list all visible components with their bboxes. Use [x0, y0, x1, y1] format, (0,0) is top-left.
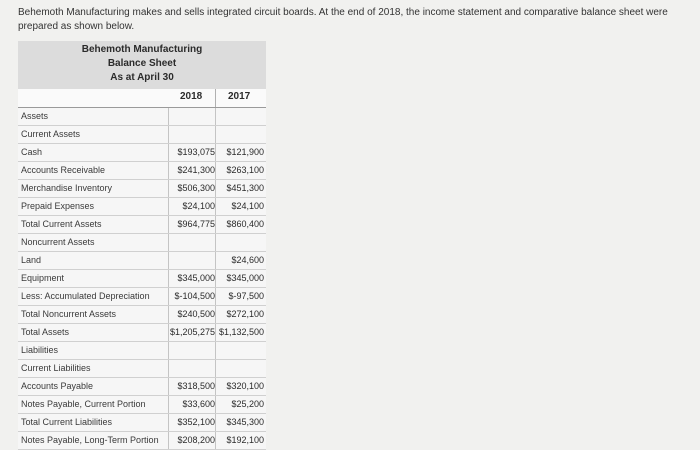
column-divider: [168, 108, 169, 125]
statement-date: As at April 30: [110, 72, 174, 83]
column-divider: [215, 432, 216, 449]
row-label: Accounts Receivable: [21, 165, 106, 175]
column-divider: [168, 378, 169, 395]
value-2018: $241,300: [177, 165, 215, 175]
column-divider: [215, 198, 216, 215]
column-divider: [215, 234, 216, 251]
value-2017: $345,000: [226, 273, 264, 283]
table-row: [18, 252, 266, 270]
value-2018: $1,205,275: [169, 327, 215, 337]
year-2017-header: 2017: [228, 91, 251, 102]
value-2018: $33,600: [182, 399, 215, 409]
row-label: Cash: [21, 147, 43, 157]
table-body: [18, 108, 266, 450]
table-row: [18, 162, 266, 180]
value-2017: $263,100: [226, 165, 264, 175]
value-2018: $208,200: [177, 435, 215, 445]
column-divider: [168, 396, 169, 413]
table-row: [18, 234, 266, 252]
column-divider: [168, 360, 169, 377]
row-label: Assets: [21, 111, 49, 121]
row-label: Total Assets: [21, 327, 70, 337]
value-2017: $192,100: [226, 435, 264, 445]
table-row: [18, 108, 266, 126]
table-row: [18, 288, 266, 306]
column-divider: [215, 360, 216, 377]
row-label: Total Current Liabilities: [21, 417, 113, 427]
table-row: [18, 414, 266, 432]
value-2018: $345,000: [177, 273, 215, 283]
column-divider: [215, 288, 216, 305]
column-divider: [215, 378, 216, 395]
column-divider: [168, 288, 169, 305]
row-label: Current Assets: [21, 129, 81, 139]
column-divider: [168, 342, 169, 359]
row-label: Notes Payable, Long-Term Portion: [21, 435, 159, 445]
table-row: [18, 324, 266, 342]
value-2017: $24,100: [231, 201, 264, 211]
row-label: Prepaid Expenses: [21, 201, 95, 211]
value-2018: $-104,500: [174, 291, 215, 301]
table-row: [18, 396, 266, 414]
column-divider: [215, 144, 216, 161]
row-label: Accounts Payable: [21, 381, 94, 391]
table-row: [18, 180, 266, 198]
value-2017: $121,900: [226, 147, 264, 157]
intro-paragraph: Behemoth Manufacturing makes and sells integrated circuit boards. At the end of 2018, the income statement and comparative balance sheet were prepared as shown below.: [18, 7, 668, 32]
column-divider: [215, 270, 216, 287]
row-label: Liabilities: [21, 345, 59, 355]
value-2018: $352,100: [177, 417, 215, 427]
row-label: Equipment: [21, 273, 65, 283]
column-divider: [168, 414, 169, 431]
column-divider: [168, 126, 169, 143]
value-2017: $451,300: [226, 183, 264, 193]
column-divider: [168, 252, 169, 269]
column-divider: [215, 324, 216, 341]
value-2017: $860,400: [226, 219, 264, 229]
year-divider: [215, 89, 216, 107]
value-2018: $240,500: [177, 309, 215, 319]
row-label: Notes Payable, Current Portion: [21, 399, 146, 409]
column-divider: [168, 306, 169, 323]
value-2017: $1,132,500: [218, 327, 264, 337]
value-2018: $506,300: [177, 183, 215, 193]
value-2018: $24,100: [182, 201, 215, 211]
table-row: [18, 270, 266, 288]
column-divider: [168, 162, 169, 179]
value-2018: $318,500: [177, 381, 215, 391]
column-divider: [168, 270, 169, 287]
table-row: [18, 360, 266, 378]
row-label: Less: Accumulated Depreciation: [21, 291, 150, 301]
row-label: Total Noncurrent Assets: [21, 309, 117, 319]
table-row: [18, 432, 266, 450]
table-row: [18, 378, 266, 396]
company-name: Behemoth Manufacturing: [81, 44, 203, 55]
table-row: [18, 144, 266, 162]
column-divider: [168, 324, 169, 341]
column-divider: [168, 216, 169, 233]
row-label: Land: [21, 255, 42, 265]
value-2017: $345,300: [226, 417, 264, 427]
column-divider: [215, 180, 216, 197]
value-2017: $-97,500: [228, 291, 264, 301]
value-2017: $320,100: [226, 381, 264, 391]
column-divider: [168, 144, 169, 161]
row-label: Merchandise Inventory: [21, 183, 113, 193]
column-divider: [215, 342, 216, 359]
balance-sheet-table: [18, 41, 266, 445]
column-divider: [168, 198, 169, 215]
column-divider: [168, 432, 169, 449]
table-row: [18, 342, 266, 360]
column-divider: [215, 396, 216, 413]
column-divider: [215, 162, 216, 179]
table-row: [18, 126, 266, 144]
column-divider: [168, 234, 169, 251]
value-2017: $24,600: [231, 255, 264, 265]
row-label: Total Current Assets: [21, 219, 102, 229]
column-divider: [215, 126, 216, 143]
value-2018: $964,775: [177, 219, 215, 229]
column-divider: [215, 252, 216, 269]
column-divider: [215, 414, 216, 431]
column-divider: [215, 306, 216, 323]
value-2017: $25,200: [231, 399, 264, 409]
column-divider: [215, 108, 216, 125]
statement-title: Balance Sheet: [107, 58, 177, 69]
table-row: [18, 216, 266, 234]
year-2018-header: 2018: [180, 91, 203, 102]
table-row: [18, 306, 266, 324]
table-row: [18, 198, 266, 216]
value-2018: $193,075: [177, 147, 215, 157]
value-2017: $272,100: [226, 309, 264, 319]
row-label: Current Liabilities: [21, 363, 91, 373]
year-header-row: [18, 89, 266, 108]
column-divider: [168, 180, 169, 197]
column-divider: [215, 216, 216, 233]
row-label: Noncurrent Assets: [21, 237, 95, 247]
